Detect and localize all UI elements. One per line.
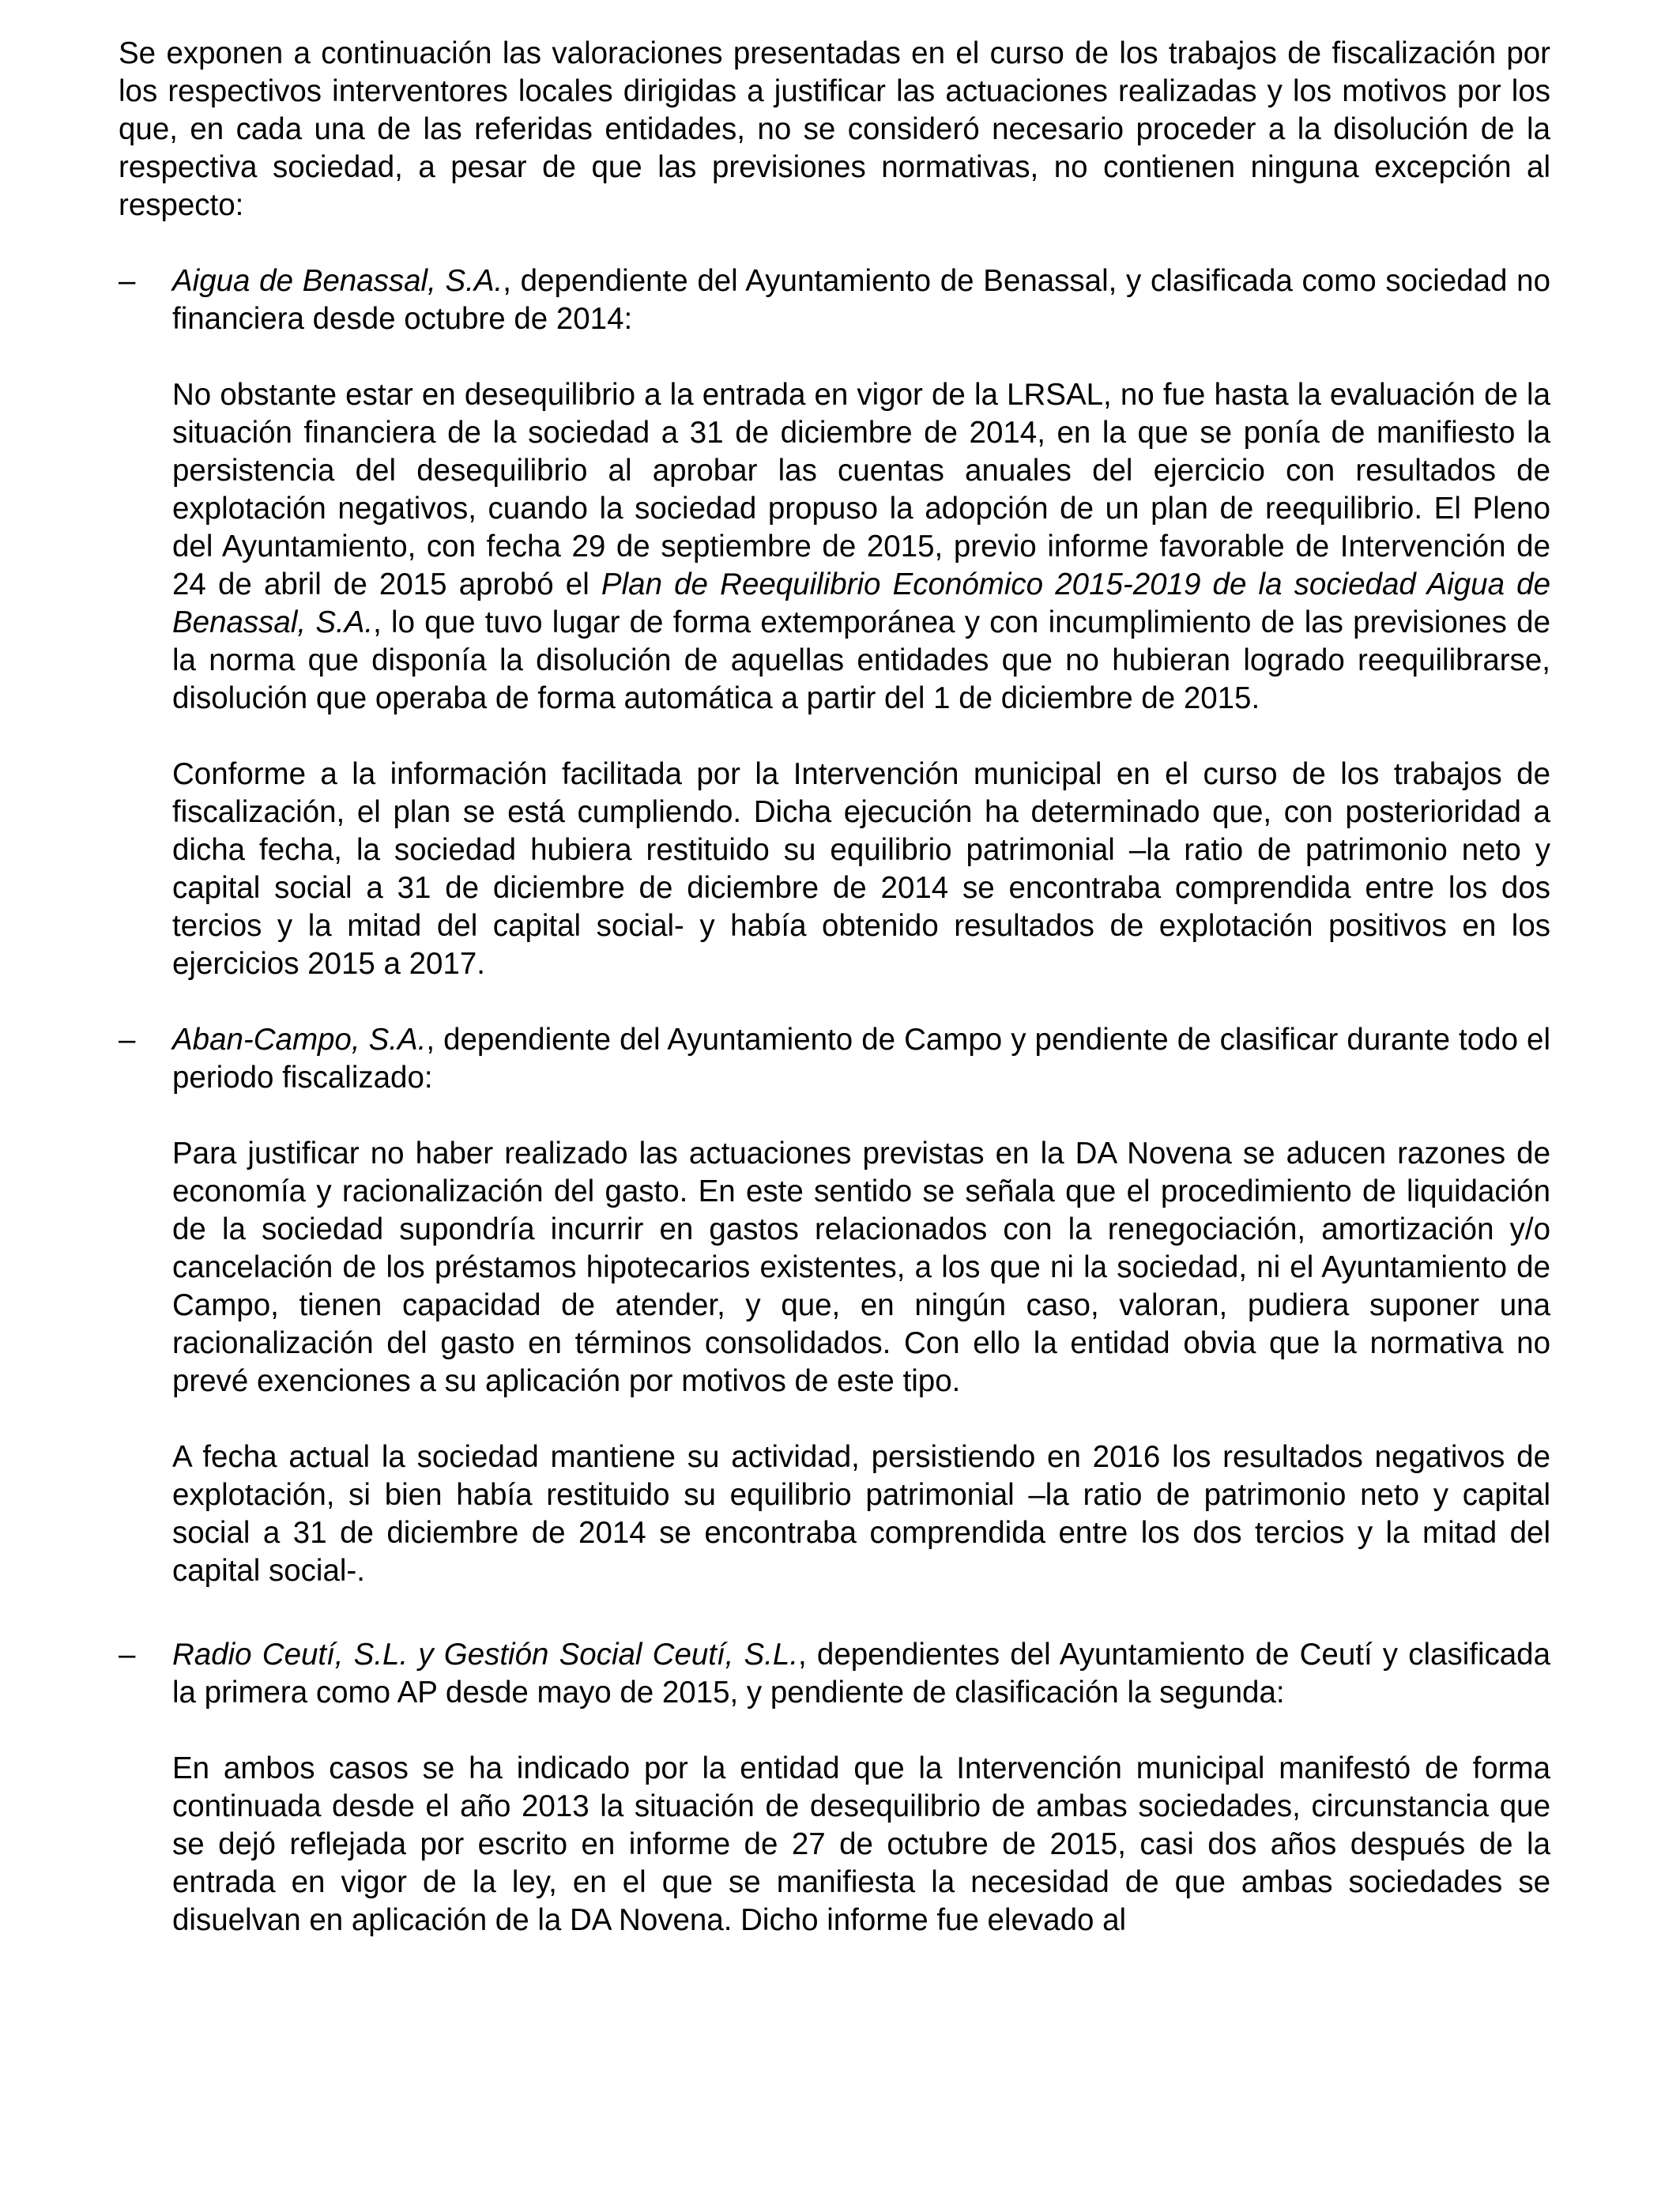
item-heading (172, 262, 1550, 338)
bullet-dash: – (119, 264, 136, 298)
paragraph-text: No obstante estar en desequilibrio a la entrada en vigor de la LRSAL, no fue hasta la evaluación de la situación financiera de la sociedad a 31 de diciembre de 2014, en la que se ponía de manifiesto la persistencia del desequilibrio al aprobar las cuentas anuales del ejercicio con resultados de explotación negativos, cuando la sociedad propuso la adopción de un plan de reequilibrio. El Pleno del Ayuntamiento, con fecha 29 de septiembre de 2015, previo informe favorable de Intervención de 24 de abril de 2015 aprobó el (172, 378, 1550, 601)
entity-name: Radio Ceutí, S.L. y Gestión Social Ceutí, S.L. (172, 1638, 799, 1672)
item-heading (172, 1636, 1550, 1712)
entity-name: Aban-Campo, S.A. (172, 1023, 427, 1057)
document-page (119, 35, 1550, 1940)
item-paragraph: A fecha actual la sociedad mantiene su actividad, persistiendo en 2016 los resultados negativos de explotación, si bien había restituido su equilibrio patrimonial –la ratio de patrimonio neto y capital social a 31 de diciembre de 2014 se encontraba comprendida entre los dos tercios y la mitad del capital social-. (172, 1440, 1550, 1588)
heading-text: , dependientes del Ayuntamiento de Ceutí y clasificada la primera como AP desde mayo de 2015, y pendiente de clasificación la segunda: (172, 1638, 1550, 1710)
paragraph-text: , lo que tuvo lugar de forma extemporánea y con incumplimiento de las previsiones de la norma que disponía la disolución de aquellas entidades que no hubieran logrado reequilibrarse, disolución que operaba de forma automática a partir del 1 de diciembre de 2015. (172, 605, 1550, 715)
intro-paragraph: Se exponen a continuación las valoraciones presentadas en el curso de los trabajos de fiscalización por los respectivos interventores locales dirigidas a justificar las actuaciones realizadas y los motivos por los que, en cada una de las referidas entidades, no se consideró necesario proceder a la disolución de la respectiva sociedad, a pesar de que las previsiones normativas, no contienen ninguna excepción al respecto: (119, 36, 1550, 222)
bullet-dash: – (119, 1638, 136, 1672)
item-paragraph: Conforme a la información facilitada por la Intervención municipal en el curso de los trabajos de fiscalización, el plan se está cumpliendo. Dicha ejecución ha determinado que, con posterioridad a dicha fecha, la sociedad hubiera restituido su equilibrio patrimonial –la ratio de patrimonio neto y capital social a 31 de diciembre de diciembre de 2014 se encontraba comprendida entre los dos tercios y la mitad del capital social- y había obtenido resultados de explotación positivos en los ejercicios 2015 a 2017. (172, 757, 1550, 981)
list-item-radio-ceuti (119, 1636, 1550, 1940)
plan-title: Plan de Reequilibrio Económico 2015-2019 de la sociedad Aigua de Benassal, S.A. (172, 567, 1550, 639)
list-item-aban-campo (119, 1021, 1550, 1590)
heading-text: , dependiente del Ayuntamiento de Campo y pendiente de clasificar durante todo el periodo fiscalizado: (172, 1023, 1550, 1095)
item-paragraph: En ambos casos se ha indicado por la entidad que la Intervención municipal manifestó de forma continuada desde el año 2013 la situación de desequilibrio de ambas sociedades, circunstancia que se dejó reflejada por escrito en informe de 27 de octubre de 2015, casi dos años después de la entrada en vigor de la ley, en el que se manifiesta la necesidad de que ambas sociedades se disuelvan en aplicación de la DA Novena. Dicho informe fue elevado al (172, 1751, 1550, 1937)
bullet-dash: – (119, 1023, 136, 1057)
heading-text: , dependiente del Ayuntamiento de Benassal, y clasificada como sociedad no financiera desde octubre de 2014: (172, 264, 1550, 336)
item-paragraph (172, 376, 1550, 718)
entity-name: Aigua de Benassal, S.A. (172, 264, 503, 298)
item-heading (172, 1021, 1550, 1097)
list-item-aigua-de-benassal (119, 262, 1550, 983)
item-paragraph: Para justificar no haber realizado las actuaciones previstas en la DA Novena se aducen razones de economía y racionalización del gasto. En este sentido se señala que el procedimiento de liquidación de la sociedad supondría incurrir en gastos relacionados con la renegociación, amortización y/o cancelación de los préstamos hipotecarios existentes, a los que ni la sociedad, ni el Ayuntamiento de Campo, tienen capacidad de atender, y que, en ningún caso, valoran, pudiera suponer una racionalización del gasto en términos consolidados. Con ello la entidad obvia que la normativa no prevé exenciones a su aplicación por motivos de este tipo. (172, 1137, 1550, 1398)
